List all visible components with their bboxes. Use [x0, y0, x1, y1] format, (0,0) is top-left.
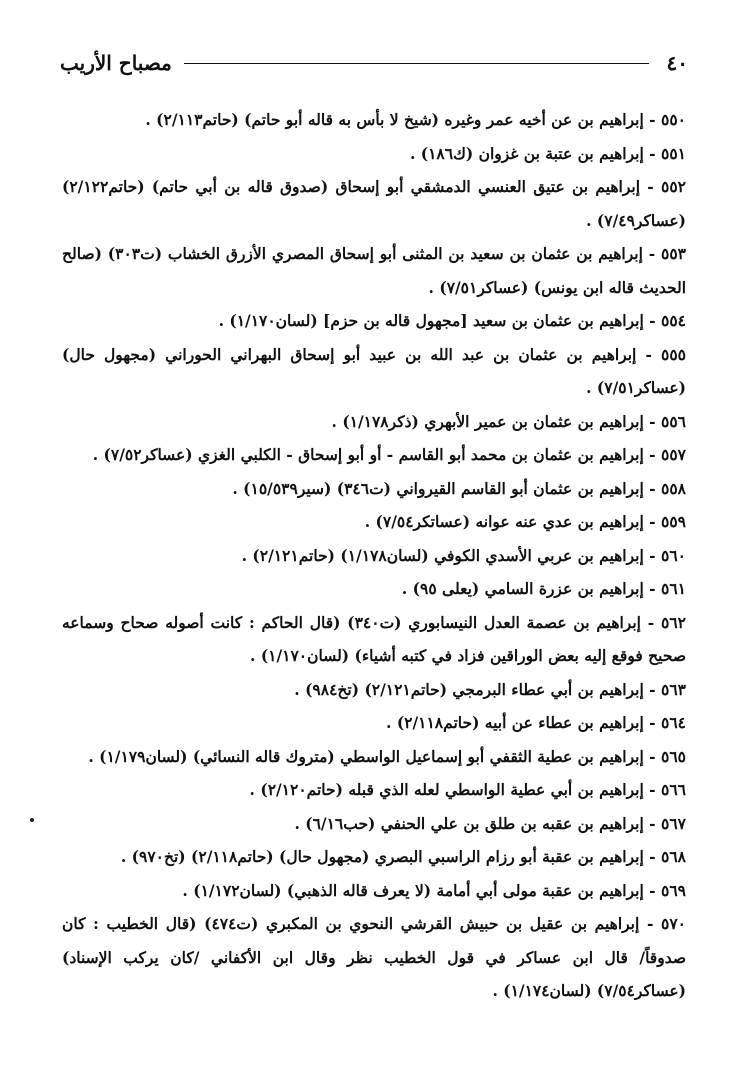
- entry-text: إبراهيم بن أبي عطية الواسطي لعله الذي قبله (حاتم٢/١٢٠) .: [249, 780, 644, 799]
- entry-560: [62, 539, 686, 573]
- entry-dash: -: [642, 244, 662, 263]
- entry-dash: -: [643, 311, 662, 330]
- entry-562: [62, 606, 686, 673]
- entry-570: [62, 907, 686, 1008]
- entry-dash: -: [643, 880, 662, 900]
- entry-text: إبراهيم بن عثمان بن عبد الله بن عبيد أبو إسحاق البهراني الحوراني (مجهول حال) (عساكر٧/٥١) .: [62, 344, 686, 397]
- entry-text: إبراهيم بن عدي عنه عوانه (عساتكر٧/٥٤) .: [364, 512, 644, 531]
- entry-dash: -: [636, 344, 662, 364]
- entry-568: [62, 840, 686, 874]
- entry-dash: -: [643, 579, 662, 598]
- entry-number: ٥٥٥: [661, 344, 686, 364]
- entry-number: ٥٦٨: [661, 847, 686, 866]
- entry-number: ٥٦٧: [661, 813, 686, 833]
- entry-dash: -: [643, 411, 662, 431]
- entry-dash: -: [643, 780, 662, 799]
- entry-551: [62, 137, 686, 171]
- entry-555: [62, 338, 686, 405]
- entry-dash: -: [640, 177, 662, 196]
- entry-564: [62, 706, 686, 740]
- entry-number: ٥٥٩: [661, 512, 686, 531]
- entry-dash: -: [643, 813, 662, 833]
- header-rule: [184, 63, 649, 64]
- entry-list: [62, 103, 686, 1008]
- entry-565: [62, 740, 686, 774]
- page-header: [60, 48, 688, 78]
- entry-dash: -: [643, 746, 662, 766]
- entry-number: ٥٦٩: [661, 880, 686, 900]
- entry-text: إبراهيم بن عتيق العنسي الدمشقي أبو إسحاق (صدوق قاله بن أبي حاتم) (حاتم٢/١٢٢) (عساكر٧/٤٩) .: [62, 177, 686, 230]
- entry-563: [62, 673, 686, 707]
- entry-number: ٥٦١: [661, 579, 686, 598]
- entry-566: [62, 773, 686, 807]
- entry-dash: -: [643, 512, 662, 531]
- entry-number: ٥٦٥: [661, 746, 686, 766]
- entry-number: ٥٥٤: [661, 311, 686, 330]
- entry-553: [62, 237, 686, 304]
- entry-text: إبراهيم بن عثمان بن سعيد بن المثنى أبو إسحاق المصري الأزرق الخشاب (ت٣٠٣) (صالح الحديث قاله ابن يونس) (عساكر٧/٥١) .: [62, 244, 686, 297]
- entry-text: إبراهيم بن عقبة أبو رزام الراسبي البصري (مجهول حال) (حاتم٢/١١٨) (تخ٩٧٠) .: [120, 847, 644, 866]
- entry-dash: -: [643, 110, 662, 129]
- entry-text: إبراهيم بن عثمان بن محمد أبو القاسم - أو أبو إسحاق - الكلبي الغزي (عساكر٧/٥٢) .: [92, 445, 644, 464]
- entry-number: ٥٥٦: [661, 411, 686, 431]
- entry-dash: -: [643, 143, 662, 163]
- entry-number: ٥٥٢: [661, 177, 686, 196]
- entry-number: ٥٦٢: [661, 612, 686, 632]
- entry-number: ٥٦٠: [661, 545, 686, 565]
- entry-text: إبراهيم بن عتبة بن غزوان (ك١٨٦) .: [409, 143, 644, 163]
- entry-text: إبراهيم بن عطاء عن أبيه (حاتم٢/١١٨) .: [386, 713, 644, 732]
- entry-dash: -: [643, 445, 662, 464]
- stray-ink-dot: [30, 818, 34, 822]
- entry-text: إبراهيم بن عثمان بن عمير الأبهري (ذكر١/١٧٨) .: [331, 411, 644, 431]
- entry-text: إبراهيم بن عقبة مولى أبي أمامة (لا يعرف قاله الذهبي) (لسان١/١٧٢) .: [182, 880, 644, 900]
- entry-569: [62, 874, 686, 908]
- entry-number: ٥٦٦: [661, 780, 686, 799]
- entry-561: [62, 572, 686, 606]
- page-number: ٤٠: [666, 51, 688, 75]
- entry-dash: -: [643, 679, 662, 699]
- entry-dash: -: [643, 713, 662, 732]
- entry-550: [62, 103, 686, 137]
- entry-dash: -: [643, 478, 662, 498]
- entry-text: إبراهيم بن عقيل بن حبيش القرشي النحوي بن المكبري (ت٤٧٤) (قال الخطيب : كان صدوقاً/ قال ابن عساكر في قول الخطيب نظر وقال ابن الأكفاني /كان يركب الإسناد) (عساكر٧/٥٤) (لسان١/١٧٤) .: [62, 914, 686, 1000]
- entry-text: إبراهيم بن عطية الثقفي أبو إسماعيل الواسطي (متروك قاله النسائي) (لسان١/١٧٩) .: [88, 746, 644, 766]
- entry-567: [62, 807, 686, 841]
- entry-text: إبراهيم بن عصمة العدل النيسابوري (ت٣٤٠) (قال الحاكم : كانت أصوله صحاح وسماعه صحيح فوقع إليه بعض الوراقين فزاد في كتبه أشياء) (لسان١/١٧٠) .: [62, 612, 686, 665]
- entry-dash: -: [639, 914, 662, 933]
- entry-558: [62, 472, 686, 506]
- entry-text: إبراهيم بن عزرة السامي (يعلى ٩٥) .: [401, 579, 644, 598]
- running-title: مصباح الأريب: [60, 51, 172, 75]
- entry-dash: -: [640, 612, 662, 632]
- entry-text: إبراهيم بن عقبه بن طلق بن علي الحنفي (حب٦/١٦) .: [294, 813, 644, 833]
- entry-dash: -: [643, 847, 662, 866]
- entry-number: ٥٦٤: [661, 713, 686, 732]
- entry-number: ٥٥٠: [661, 110, 686, 129]
- entry-556: [62, 405, 686, 439]
- entry-text: إبراهيم بن عربي الأسدي الكوفي (لسان١/١٧٨) (حاتم٢/١٢١) .: [241, 545, 644, 565]
- entry-559: [62, 505, 686, 539]
- entry-number: ٥٧٠: [661, 914, 686, 933]
- entry-text: إبراهيم بن عثمان أبو القاسم القيرواني (ت٣٤٦) (سير١٥/٥٣٩) .: [232, 478, 644, 498]
- entry-text: إبراهيم بن أبي عطاء البرمجي (حاتم٢/١٢١) (تخ٩٨٤) .: [294, 679, 644, 699]
- entry-number: ٥٥١: [661, 143, 686, 163]
- entry-557: [62, 438, 686, 472]
- entry-text: إبراهيم بن عن أخيه عمر وغيره (شيخ لا بأس به قاله أبو حاتم) (حاتم٢/١١٣) .: [145, 110, 644, 129]
- entry-554: [62, 304, 686, 338]
- entry-number: ٥٥٧: [661, 445, 686, 464]
- entry-number: ٥٥٨: [661, 478, 686, 498]
- entry-text: إبراهيم بن عثمان بن سعيد [مجهول قاله بن حزم] (لسان١/١٧٠) .: [218, 311, 644, 330]
- entry-number: ٥٦٣: [661, 679, 686, 699]
- entry-number: ٥٥٣: [661, 244, 686, 263]
- entry-552: [62, 170, 686, 237]
- entry-dash: -: [643, 545, 662, 565]
